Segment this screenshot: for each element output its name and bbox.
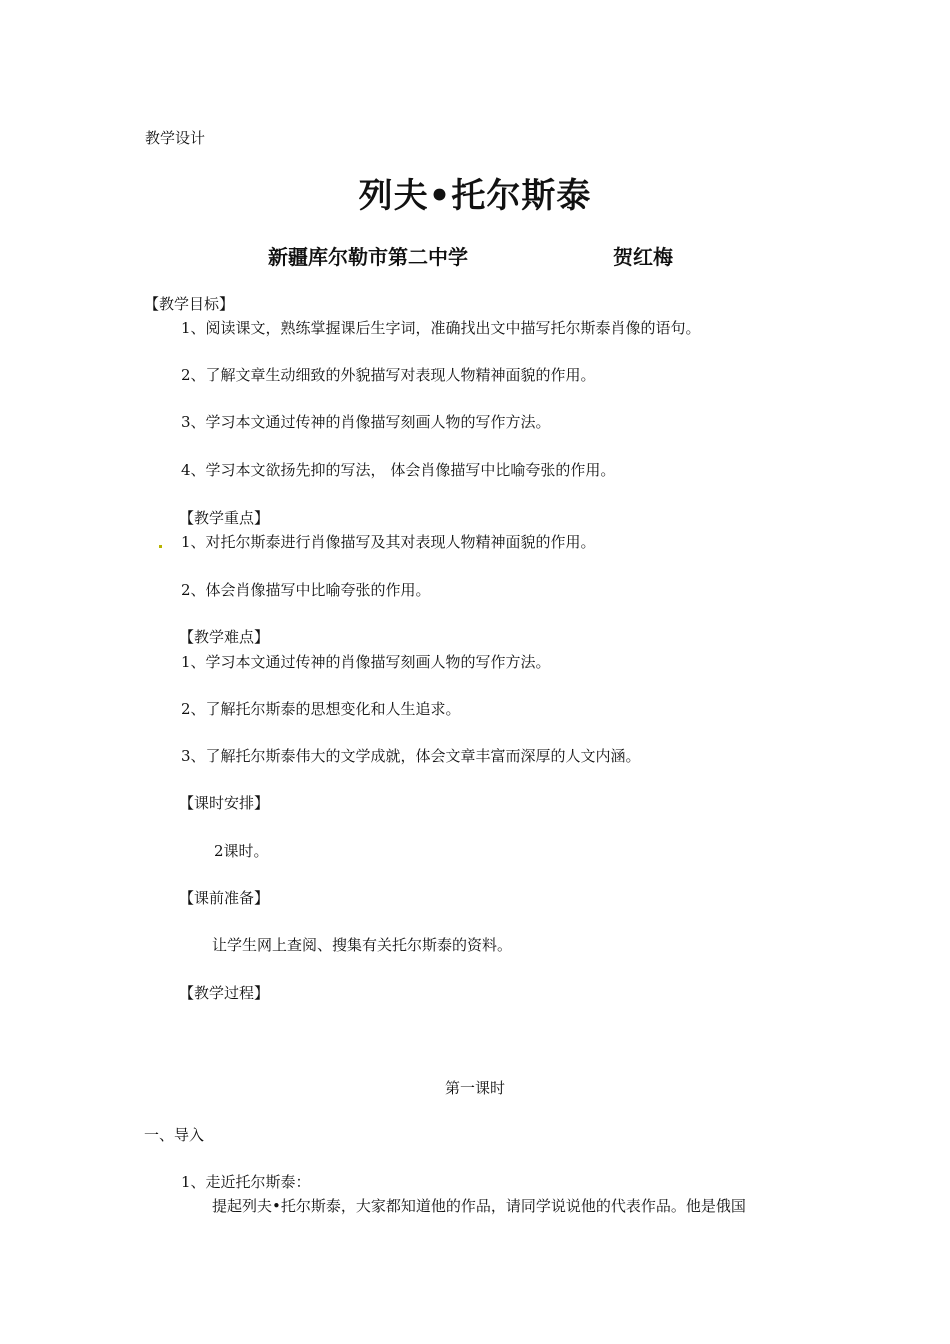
objective-item: 1、阅读课文，熟练掌握课后生字词，准确找出文中描写托尔斯泰肖像的语句。 bbox=[181, 319, 701, 337]
author-name: 贺红梅 bbox=[613, 245, 673, 269]
lesson-title: 第一课时 bbox=[444, 1079, 505, 1097]
page-title: 列夫•托尔斯泰 bbox=[358, 176, 592, 216]
objective-item: 4、学习本文欲扬先抑的写法， 体会肖像描写中比喻夸张的作用。 bbox=[181, 461, 616, 479]
difficulties-heading: 【教学难点】 bbox=[179, 628, 270, 646]
key-points-heading: 【教学重点】 bbox=[179, 509, 270, 527]
preparation-text: 让学生网上查阅、搜集有关托尔斯泰的资料。 bbox=[212, 936, 513, 954]
process-heading: 【教学过程】 bbox=[179, 984, 270, 1002]
schedule-text: 2课时。 bbox=[214, 842, 269, 860]
difficulty-item: 2、了解托尔斯泰的思想变化和人生追求。 bbox=[181, 700, 461, 718]
key-point-item: 1、对托尔斯泰进行肖像描写及其对表现人物精神面貌的作用。 bbox=[181, 533, 596, 551]
section-heading: 一、导入 bbox=[144, 1126, 205, 1144]
paragraph-text: 提起列夫•托尔斯泰，大家都知道他的作品，请同学说说他的代表作品。他是俄国 bbox=[212, 1197, 746, 1215]
step-label: 1、走近托尔斯泰： bbox=[181, 1173, 311, 1191]
objectives-heading: 【教学目标】 bbox=[144, 295, 235, 313]
objective-item: 2、了解文章生动细致的外貌描写对表现人物精神面貌的作用。 bbox=[181, 366, 596, 384]
preparation-heading: 【课前准备】 bbox=[179, 889, 270, 907]
key-point-item: 2、体会肖像描写中比喻夸张的作用。 bbox=[181, 581, 431, 599]
difficulty-item: 3、了解托尔斯泰伟大的文学成就，体会文章丰富而深厚的人文内涵。 bbox=[181, 747, 641, 765]
school-name: 新疆库尔勒市第二中学 bbox=[268, 245, 468, 269]
objective-item: 3、学习本文通过传神的肖像描写刻画人物的写作方法。 bbox=[181, 413, 551, 431]
decorative-dot bbox=[159, 545, 162, 548]
schedule-heading: 【课时安排】 bbox=[179, 794, 270, 812]
difficulty-item: 1、学习本文通过传神的肖像描写刻画人物的写作方法。 bbox=[181, 653, 551, 671]
header-label: 教学设计 bbox=[145, 129, 206, 147]
